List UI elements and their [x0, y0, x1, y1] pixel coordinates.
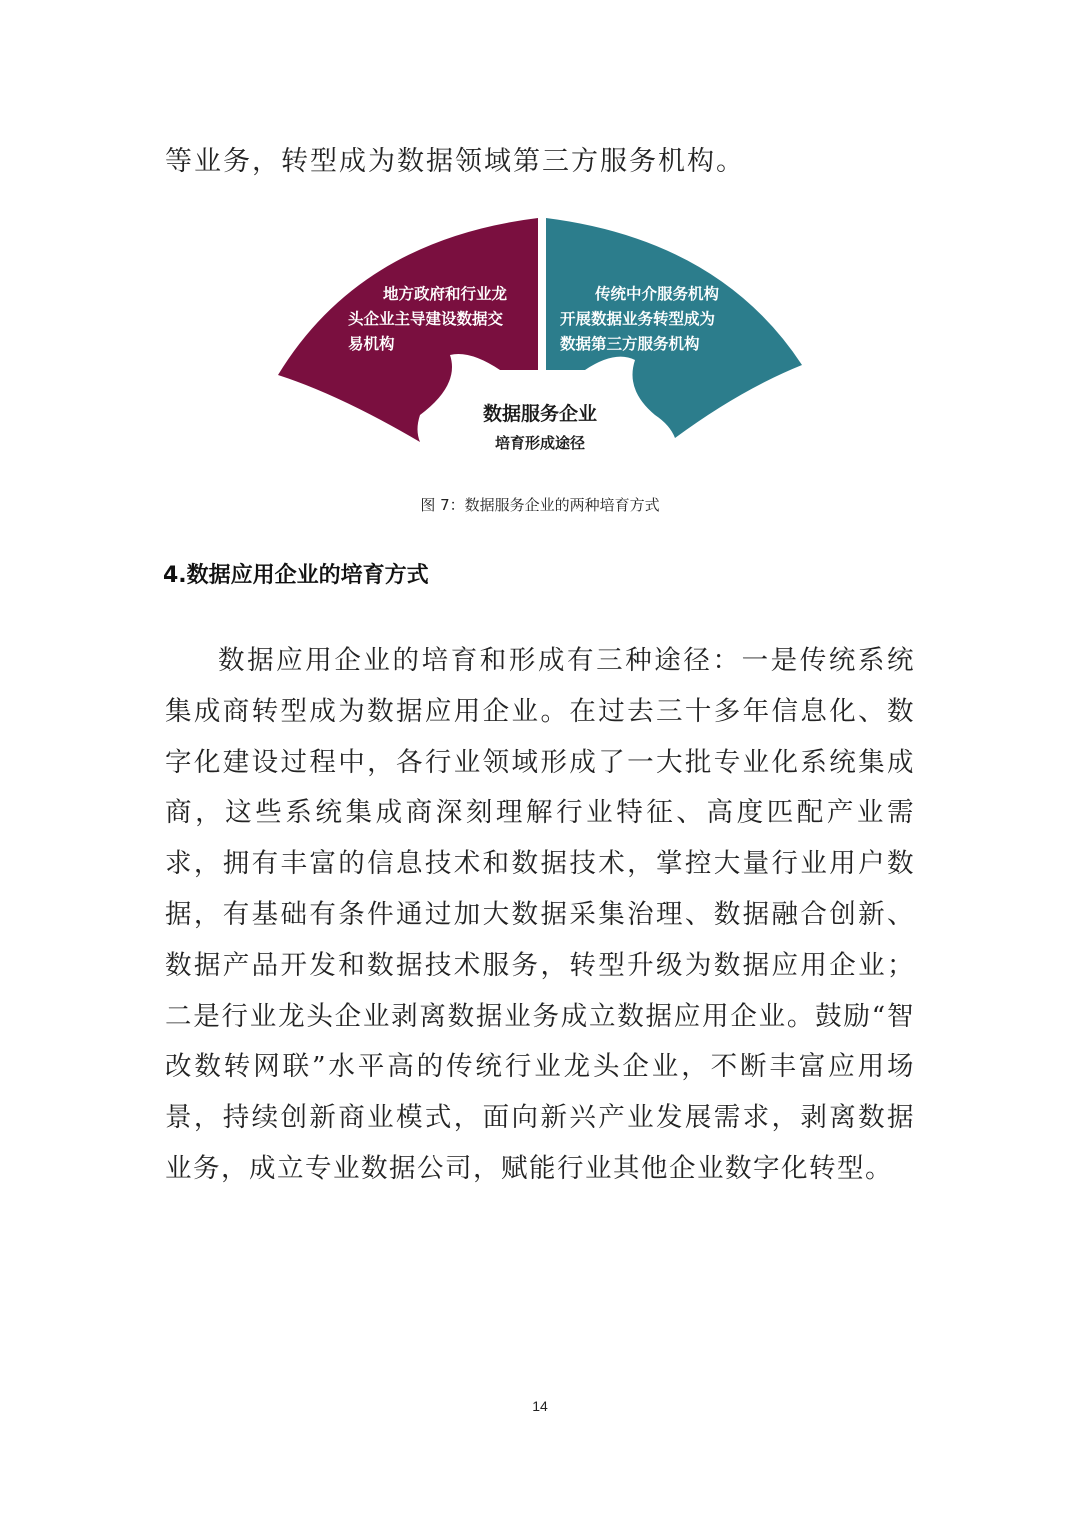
page-number: 14: [532, 1398, 548, 1414]
intro-text-line: 等业务，转型成为数据领域第三方服务机构。: [165, 146, 745, 177]
left-label-line-2: 头企业主导建设数据交: [348, 310, 504, 328]
right-label-line-1: 传统中介服务机构: [595, 285, 720, 303]
right-label-line-3: 数据第三方服务机构: [560, 335, 700, 353]
left-label-line-1: 地方政府和行业龙: [383, 285, 508, 303]
figure-center-label: [440, 400, 640, 458]
left-segment-label: [348, 282, 528, 357]
center-subtitle: 培育形成途径: [494, 434, 585, 452]
right-segment-label: [560, 282, 750, 357]
right-label-line-2: 开展数据业务转型成为: [560, 310, 716, 328]
body-paragraph: 数据应用企业的培育和形成有三种途径：一是传统系统集成商转型成为数据应用企业。在过去三十多年信息化、数字化建设过程中，各行业领域形成了一大批专业化系统集成商，这些系统集成商深刻理解行业特征、高度匹配产业需求，拥有丰富的信息技术和数据技术，掌控大量行业用户数据，有基础有条件通过加大数据采集治理、数据融合创新、数据产品开发和数据技术服务，转型升级为数据应用企业；二是行业龙头企业剥离数据业务成立数据应用企业。鼓励“智改数转网联”水平高的传统行业龙头企业，不断丰富应用场景，持续创新商业模式，面向新兴产业发展需求，剥离数据业务，成立专业数据公司，赋能行业其他企业数字化转型。: [165, 645, 915, 1184]
center-title: 数据服务企业: [482, 403, 597, 425]
figure-caption: 图 7：数据服务企业的两种培育方式: [420, 496, 660, 514]
figure-two-pathways: [270, 210, 810, 460]
left-label-line-3: 易机构: [348, 335, 395, 353]
section-heading: 4.数据应用企业的培育方式: [163, 563, 429, 588]
